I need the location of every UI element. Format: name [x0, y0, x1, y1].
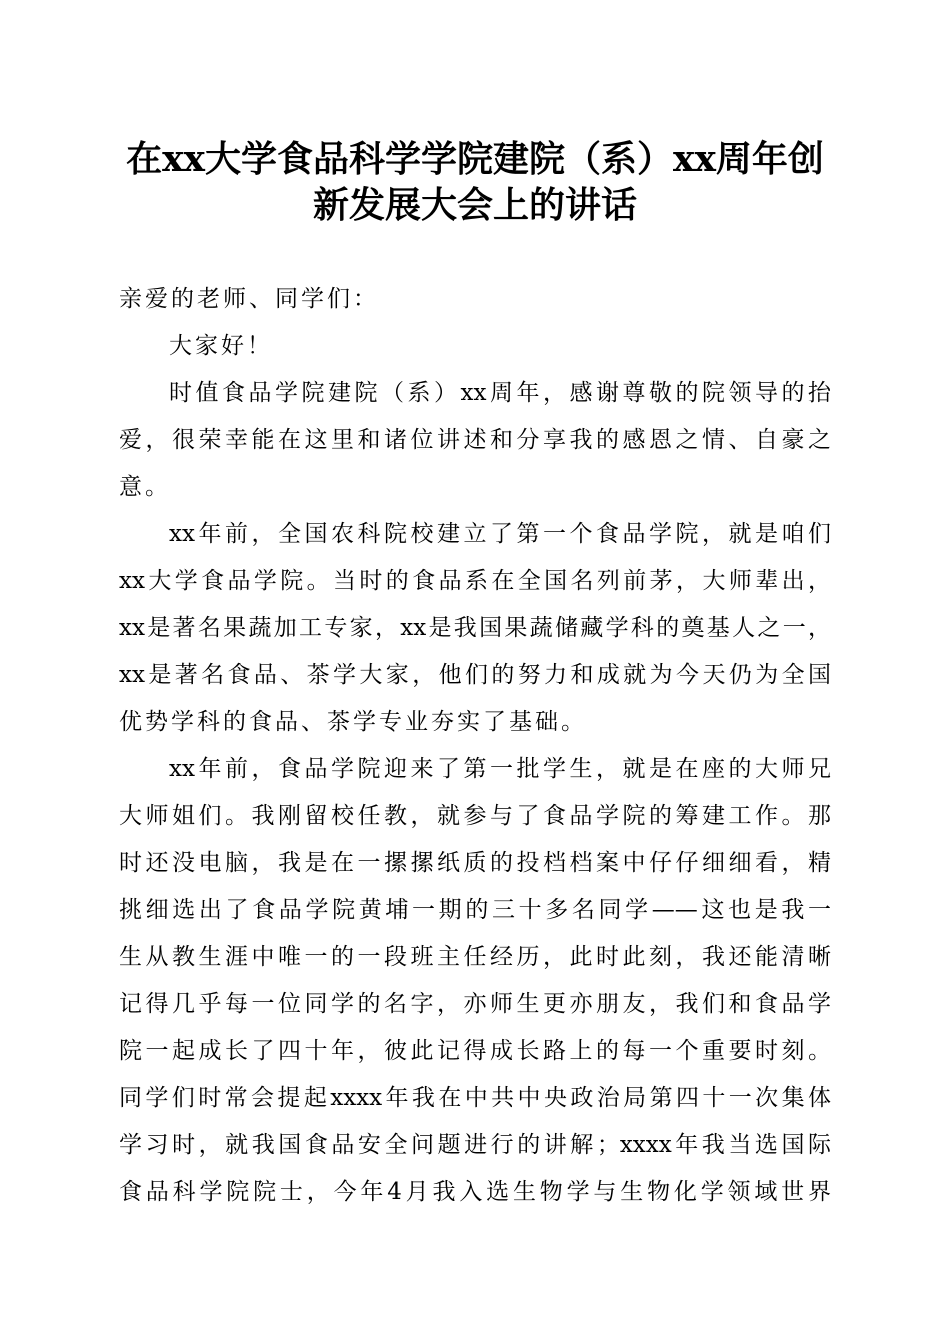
document-body — [119, 276, 831, 1216]
page-title — [100, 136, 850, 228]
text-line: xx是著名食品、茶学大家，他们的努力和成就为今天仍为全国 — [119, 662, 831, 688]
title-line-2: 新发展大会上的讲话 — [312, 184, 637, 226]
title-line-1: 在xx大学食品科学学院建院（系）xx周年创 — [126, 138, 824, 180]
text-line: 大师姐们。我刚留校任教，就参与了食品学院的筹建工作。那 — [119, 803, 831, 829]
text-line: xx年前，全国农科院校建立了第一个食品学院，就是咱们 — [169, 521, 831, 547]
text-line: 优势学科的食品、茶学专业夯实了基础。 — [119, 709, 587, 735]
text-line: 亲爱的老师、同学们： — [119, 286, 379, 312]
text-line: 挑细选出了食品学院黄埔一期的三十多名同学——这也是我一 — [119, 897, 831, 923]
text-line: 食品科学院院士，今年4月我入选生物学与生物化学领域世界 — [119, 1179, 831, 1205]
text-line: 学习时，就我国食品安全问题进行的讲解；xxxx年我当选国际 — [119, 1132, 831, 1158]
text-line: 大家好！ — [169, 333, 273, 359]
text-line: 院一起成长了四十年，彼此记得成长路上的每一个重要时刻。 — [119, 1038, 831, 1064]
text-line: 记得几乎每一位同学的名字，亦师生更亦朋友，我们和食品学 — [119, 991, 831, 1017]
text-line: 同学们时常会提起xxxx年我在中共中央政治局第四十一次集体 — [119, 1085, 831, 1111]
text-line: 意。 — [119, 474, 171, 500]
text-line: xx是著名果蔬加工专家，xx是我国果蔬储藏学科的奠基人之一， — [119, 615, 831, 641]
text-line: 时值食品学院建院（系）xx周年，感谢尊敬的院领导的抬 — [169, 380, 831, 406]
text-line: 时还没电脑，我是在一摞摞纸质的投档档案中仔仔细细看，精 — [119, 850, 831, 876]
text-line: 生从教生涯中唯一的一段班主任经历，此时此刻，我还能清晰 — [119, 944, 831, 970]
text-line: 爱，很荣幸能在这里和诸位讲述和分享我的感恩之情、自豪之 — [119, 427, 831, 453]
text-line: xx大学食品学院。当时的食品系在全国名列前茅，大师辈出， — [119, 568, 831, 594]
text-line: xx年前，食品学院迎来了第一批学生，就是在座的大师兄 — [169, 756, 831, 782]
